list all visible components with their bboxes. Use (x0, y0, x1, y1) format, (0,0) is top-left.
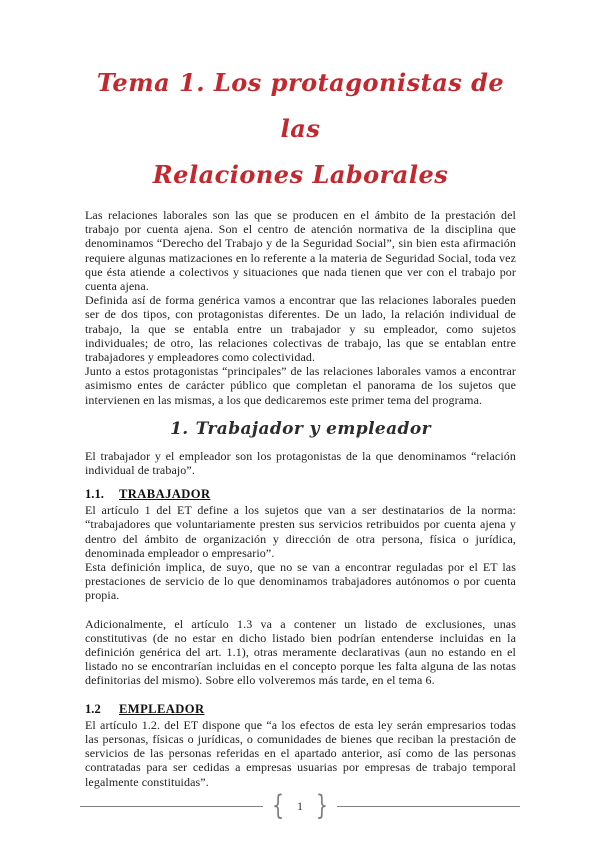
subsection-title: EMPLEADOR (119, 701, 205, 716)
trabajador-paragraph-3: Adicionalmente, el artículo 1.3 va a contener un listado de exclusiones, unas constitutivas (de no estar en dicho listado bien podrían entenderse incluidas en la definición genérica del art. 1.1), otras meramente declarativas (aun no estando en el listado no se encontrarían incluidas en el concepto porque les falta alguna de las notas definitorias del mismo). Sobre ello volveremos más tarde, en el tema 6. (85, 616, 516, 688)
empleador-paragraph-1: El artículo 1.2. del ET dispone que “a los efectos de esta ley serán empresarios todas las personas, físicas o jurídicas, o comunidades de bienes que reciban la prestación de servicios de las personas referidas en el apartado anterior, así como de las personas contratadas para ser cedidas a empresas usuarias por empresas de trabajo temporal legalmente constituidas”. (85, 717, 516, 789)
brace-right-icon: } (315, 789, 328, 822)
intro-paragraph-3: Junto a estos protagonistas “principales” de las relaciones laborales vamos a encontrar asimismo entes de carácter público que completan el panorama de los sujetos que intervienen en las mismas, a los que dedicaremos este primer tema del programa. (85, 364, 516, 407)
document-title (85, 60, 516, 198)
subsection-number: 1.1. (85, 487, 104, 502)
trabajador-paragraph-1: El artículo 1 del ET define a los sujetos que van a ser destinatarios de la norma: “trabajadores que voluntariamente presten sus servicios retribuidos por cuenta ajena y dentro del ámbito de organización y dirección de otra persona, física o jurídica, denominada empleador o empresario”. (85, 503, 516, 560)
page-number: 1 (297, 800, 303, 813)
section-lead-paragraph: El trabajador y el empleador son los protagonistas de la que denominamos “relación individual de trabajo”. (85, 448, 516, 478)
subsection-heading-empleador (85, 702, 516, 717)
section-heading (85, 419, 516, 439)
title-line-1: Tema 1. Los protagonistas de las (96, 68, 505, 143)
section-heading-text: Trabajador y empleador (195, 418, 431, 439)
document-body (85, 208, 516, 789)
title-line-2: Relaciones Laborales (152, 160, 449, 189)
trabajador-paragraph-2: Esta definición implica, de suyo, que no se van a encontrar reguladas por el ET las prestaciones de servicio de lo que denominamos trabajadores autónomos o por cuenta propia. (85, 560, 516, 603)
footer-rule-right (337, 806, 520, 807)
footer-rule-left (80, 806, 263, 807)
subsection-number: 1.2 (85, 701, 101, 716)
subsection-heading-trabajador (85, 487, 516, 502)
page-content (85, 0, 516, 789)
section-heading-number: 1. (170, 418, 189, 439)
page-footer (80, 789, 520, 822)
subsection-title: TRABAJADOR (119, 487, 211, 502)
intro-paragraph-2: Definida así de forma genérica vamos a encontrar que las relaciones laborales pueden ser de dos tipos, con protagonistas diferentes. De un lado, la relación individual de trabajo, la que se entabla entre un trabajador y su empleador, como sujetos individuales; de otro, las relaciones colectivas de trabajo, las que se entablan entre trabajadores y empleadores como colectividad. (85, 293, 516, 365)
intro-paragraph-1: Las relaciones laborales son las que se producen en el ámbito de la prestación del trabajo por cuenta ajena. Son el centro de atención normativa de la disciplina que denominamos “Derecho del Trabajo y de la Seguridad Social”, sin bien esta afirmación requiere algunas matizaciones en lo referente a la materia de Seguridad Social, toda vez que ésta atiende a colectivos y situaciones que nada tienen que ver con el trabajo por cuenta ajena. (85, 208, 516, 294)
brace-left-icon: { (272, 789, 285, 822)
